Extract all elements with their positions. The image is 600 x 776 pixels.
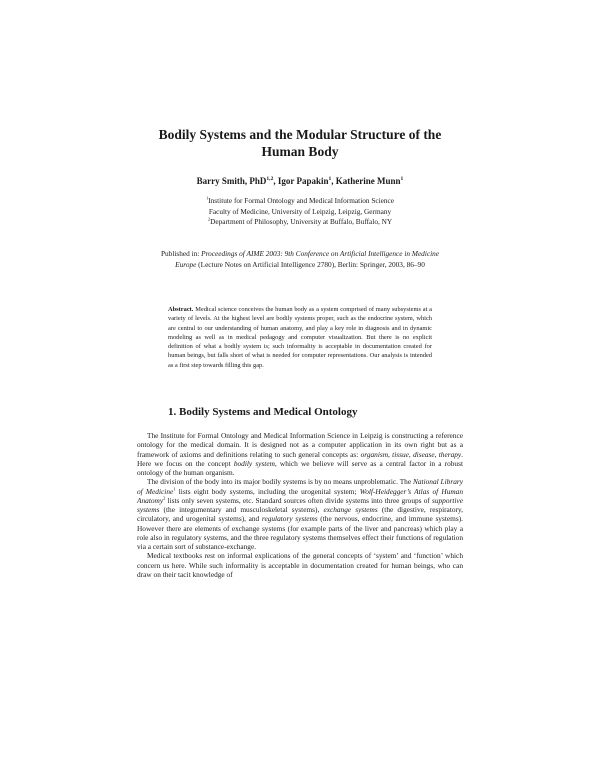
- publication-prefix: Published in:: [160, 249, 202, 258]
- emphasis: regulatory systems: [261, 514, 318, 524]
- publication-venue: Proceedings of AIME 2003: 9th Conference on Artificial Intelligence in Medicine Europe: [175, 249, 440, 269]
- text-run: lists eight body systems, including the urogenital system;: [175, 486, 360, 496]
- affiliation-text: Department of Philosophy, University at Buffalo, Buffalo, NY: [210, 217, 393, 226]
- body-paragraph-1: [137, 431, 463, 477]
- emphasis: disease: [413, 449, 435, 459]
- footnote-ref: 1: [173, 486, 176, 492]
- affiliation-text: Institute for Formal Ontology and Medical Information Science: [208, 196, 395, 205]
- author-name: Igor Papakin: [277, 176, 329, 186]
- emphasis: exchange systems: [323, 505, 378, 514]
- section-body: [137, 431, 463, 579]
- text-run: Medical textbooks rest on informal explications of the general concepts of ‘system’ and ‘function’ which concern us here. While such informality is acceptable in documentation created for human beings, who can draw on their tacit knowledge of: [137, 551, 463, 579]
- title-line-1: Bodily Systems and the Modular Structure of the: [158, 127, 442, 142]
- affiliation-2: [100, 217, 500, 228]
- text-run: . Here we focus on the concept: [137, 449, 464, 468]
- affiliation-mark: 1: [205, 195, 209, 201]
- author-affiliation-mark: 1: [400, 176, 404, 182]
- emphasis: bodily system: [233, 458, 275, 468]
- text-run: lists only seven systems, etc. Standard sources often divide systems into three groups of: [165, 495, 432, 505]
- text-run: , which we believe will serve as a central factor in a robust ontology of the human organism.: [137, 458, 464, 477]
- emphasis: supportive systems: [137, 495, 463, 514]
- text-run: ,: [388, 449, 393, 459]
- text-run: (the digestive, respiratory, circulatory, and urogenital systems), and: [137, 505, 464, 524]
- affiliations: [100, 196, 500, 228]
- body-paragraph-3: [137, 551, 463, 579]
- author-list: Barry Smith, PhD$^{1,2}$, Igor Papakin$^1$, Katherine Munn$^1$: [196, 176, 404, 186]
- text-run: ,: [434, 449, 439, 459]
- emphasis: Wolf-Heidegger’s Atlas of Human Anatomy: [137, 486, 464, 505]
- emphasis: organism: [360, 449, 389, 459]
- section-heading: 1. Bodily Systems and Medical Ontology: [168, 406, 358, 418]
- abstract-label: Abstract.: [168, 306, 194, 313]
- publication-details: (Lecture Notes on Artificial Intelligence 2780), Berlin: Springer, 2003, 86–90: [196, 259, 425, 269]
- abstract: [168, 305, 432, 370]
- text-run: (the integumentary and musculoskeletal systems),: [159, 505, 324, 514]
- text-run: (the nervous, endocrine, and immune systems). However there are elements of exchange systems (for example parts of the liver and pancreas) which play a role also in regulatory systems, and the three regulatory systems themselves effect their functions of regulation via a certain sort of substance-exchange.: [137, 514, 463, 551]
- author-name: Barry Smith, PhD: [196, 176, 267, 186]
- affiliation-mark: 2: [207, 216, 211, 222]
- text-run: ,: [408, 449, 413, 459]
- text-run: The division of the body into its major bodily systems is by no means unproblematic. The: [147, 477, 413, 487]
- title-line-2: Human Body: [261, 144, 339, 159]
- text-run: The Institute for Formal Ontology and Medical Information Science in Leipzig is constructing a reference ontology for the medical domain. It is designed not as a computer application in its own right but as a framework of axioms and definitions relating to such general concepts as:: [137, 431, 463, 459]
- footnote-ref: 2: [163, 495, 166, 501]
- emphasis: tissue: [392, 449, 409, 459]
- paper-title: [100, 126, 500, 160]
- body-paragraph-2: [137, 477, 463, 551]
- emphasis: National Library of Medicine: [137, 477, 463, 496]
- author-name: Katherine Munn: [335, 176, 401, 186]
- emphasis: therapy: [438, 449, 462, 459]
- author-affiliation-mark: 1,2: [266, 176, 274, 182]
- author-affiliation-mark: 1: [328, 176, 332, 182]
- abstract-text: Medical science conceives the human body as a system comprised of many subsystems at a variety of levels. At the highest level are bodily systems proper, such as the endocrine system, which are central to our understanding of human anatomy, and play a key role in diagnosis and in dynamic modeling as well as in medical pedagogy and computer visualization. But there is no explicit definition of what a bodily system is; such informality is acceptable in documentation created for human beings, but falls short of what is needed for computer representations. Our analysis is intended as a first step towards filling this gap.: [168, 306, 432, 369]
- affiliation-1: [100, 196, 500, 207]
- affiliation-1-line-2: Faculty of Medicine, University of Leipzig, Leipzig, Germany: [208, 206, 392, 216]
- publication-info: [160, 249, 440, 270]
